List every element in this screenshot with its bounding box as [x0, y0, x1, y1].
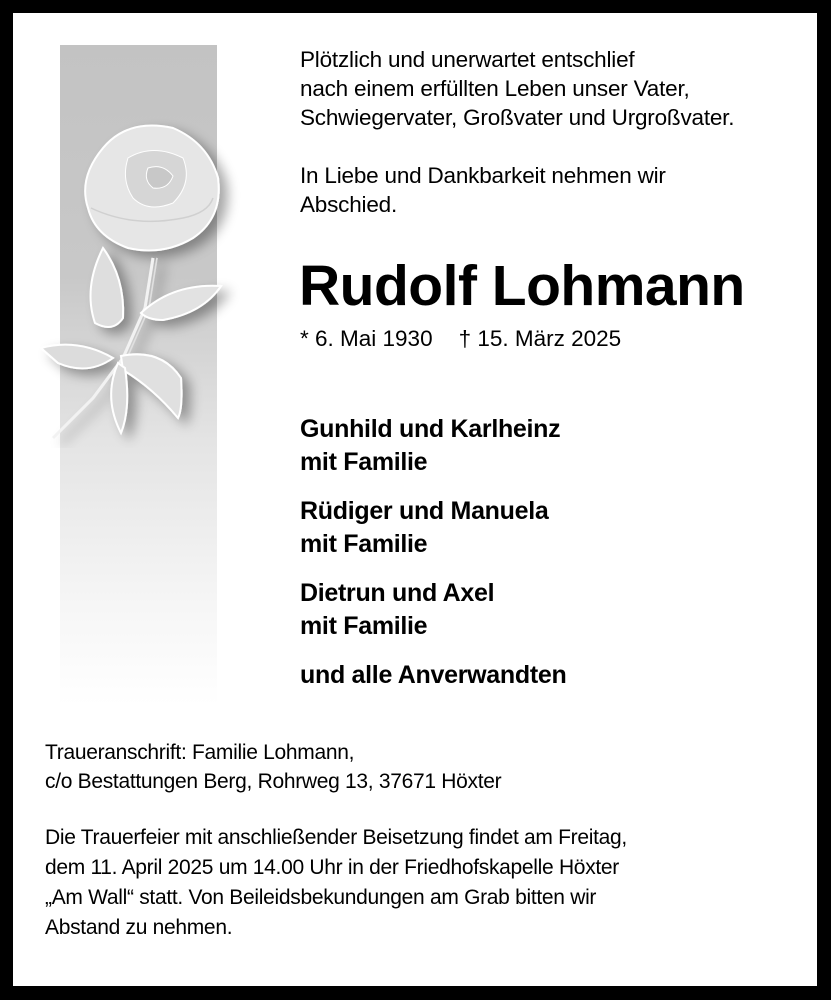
mourner-group: [300, 659, 566, 692]
service-line: „Am Wall“ statt. Von Beileidsbekundungen am Grab bitten wir: [45, 886, 597, 909]
mourner-suffix: mit Familie: [300, 448, 428, 476]
service-info: [45, 823, 627, 943]
mourner-names: Rüdiger und Manuela: [300, 497, 549, 525]
mourning-address: [45, 738, 501, 796]
mourner-names: und alle Anverwandten: [300, 661, 567, 689]
death-date: † 15. März 2025: [458, 326, 622, 351]
intro-line: Plötzlich und unerwartet entschlief: [300, 47, 635, 72]
mourners-list: [300, 413, 566, 708]
intro-line: nach einem erfüllten Leben unser Vater,: [300, 76, 690, 101]
deceased-name: Rudolf Lohmann: [299, 254, 745, 318]
service-line: Die Trauerfeier mit anschließender Beisetzung findet am Freitag,: [45, 826, 627, 849]
service-line: Abstand zu nehmen.: [45, 916, 233, 939]
mourner-group: [300, 577, 566, 643]
intro-line: Schwiegervater, Großvater und Urgroßvater.: [300, 105, 735, 130]
service-line: dem 11. April 2025 um 14.00 Uhr in der Friedhofskapelle Höxter: [45, 856, 619, 879]
intro-text: [300, 45, 734, 219]
mourner-group: [300, 495, 566, 561]
address-line: c/o Bestattungen Berg, Rohrweg 13, 37671 Höxter: [45, 770, 502, 793]
intro-line: In Liebe und Dankbarkeit nehmen wir: [300, 163, 666, 188]
mourner-suffix: mit Familie: [300, 612, 428, 640]
address-line: Traueranschrift: Familie Lohmann,: [45, 741, 355, 764]
obituary-card: [13, 13, 817, 986]
birth-date: * 6. Mai 1930: [300, 326, 433, 351]
mourner-names: Gunhild und Karlheinz: [300, 415, 561, 443]
rose-icon: [33, 108, 263, 448]
life-dates: [300, 325, 621, 353]
mourner-suffix: mit Familie: [300, 530, 428, 558]
intro-line: Abschied.: [300, 192, 398, 217]
mourner-names: Dietrun und Axel: [300, 579, 495, 607]
mourner-group: [300, 413, 566, 479]
